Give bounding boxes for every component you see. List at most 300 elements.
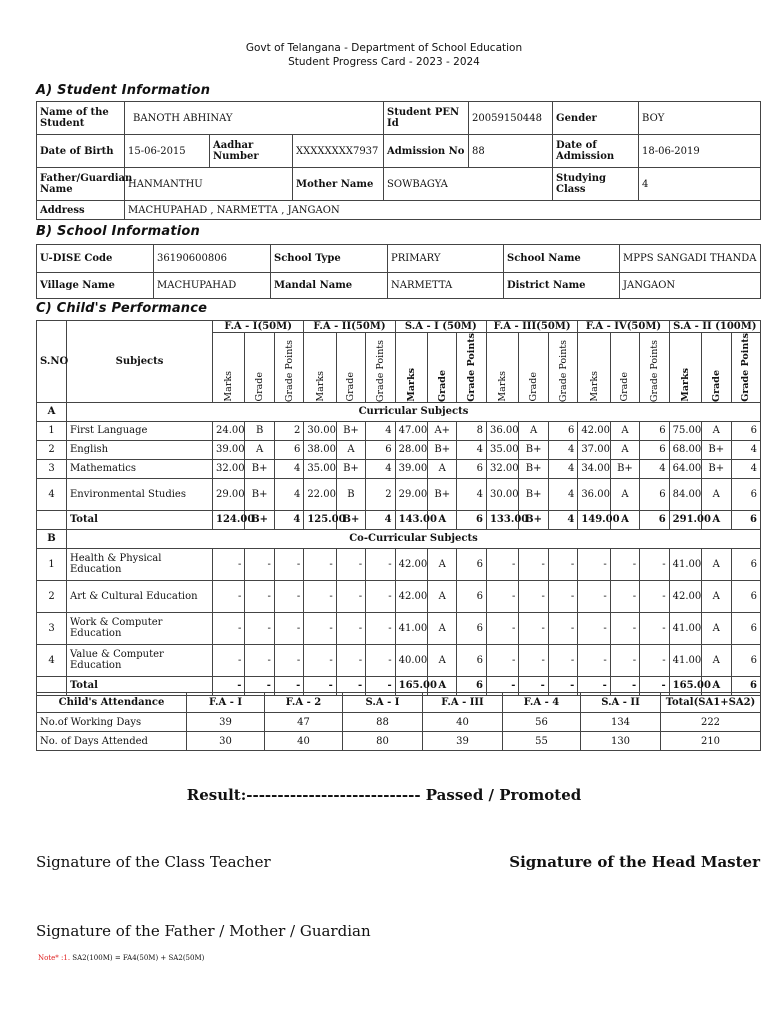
score-cell: 6 — [640, 421, 669, 440]
score-cell: A — [702, 612, 731, 644]
score-cell: - — [578, 580, 610, 612]
score-cell: 68.00 — [669, 440, 701, 459]
student-info-table — [36, 101, 761, 220]
group-code: A — [37, 402, 67, 421]
mandal-value: NARMETTA — [388, 273, 504, 299]
score-cell: 6 — [366, 440, 395, 459]
score-cell: 22.00 — [304, 478, 336, 510]
subject-cell: First Language — [67, 421, 213, 440]
score-cell: B — [245, 421, 274, 440]
score-cell: - — [304, 644, 336, 676]
score-cell: 40.00 — [395, 644, 427, 676]
score-cell: 2 — [366, 478, 395, 510]
score-cell: A — [428, 676, 457, 695]
score-cell: A — [428, 548, 457, 580]
score-cell: - — [274, 580, 303, 612]
score-cell: 4 — [366, 459, 395, 478]
subject-row — [37, 612, 761, 644]
sub-header-label: Marks — [497, 371, 509, 402]
score-cell: - — [640, 580, 669, 612]
score-cell: - — [519, 580, 548, 612]
score-cell: 32.00 — [486, 459, 518, 478]
attendance-cell: 30 — [187, 732, 265, 751]
signature-parent: Signature of the Father / Mother / Guardian — [36, 922, 371, 940]
score-cell: B+ — [428, 440, 457, 459]
score-cell: - — [486, 644, 518, 676]
score-cell: 2 — [274, 421, 303, 440]
sub-header-label: Grade — [254, 372, 266, 402]
school-info-table — [36, 244, 761, 299]
pen-value: 20059150448 — [469, 102, 553, 135]
sub-header-label: Marks — [223, 371, 235, 402]
note-text: SA2(100M) = FA4(50M) + SA2(50M) — [72, 954, 205, 962]
score-cell: 6 — [640, 510, 669, 529]
sno-cell: 4 — [37, 644, 67, 676]
score-cell: - — [486, 548, 518, 580]
score-cell: 4 — [366, 510, 395, 529]
score-cell: 29.00 — [213, 478, 245, 510]
school-name-label: School Name — [504, 245, 620, 273]
score-cell: 6 — [457, 548, 486, 580]
attendance-header: F.A - III — [423, 693, 503, 713]
score-cell: A — [610, 510, 639, 529]
sub-header-label: Grade — [345, 372, 357, 402]
score-cell: - — [336, 676, 365, 695]
exam-header: F.A - III(50M) — [486, 321, 577, 333]
score-cell: 4 — [457, 478, 486, 510]
score-cell: - — [578, 548, 610, 580]
sub-header-label: Marks — [405, 368, 417, 402]
score-cell: - — [610, 548, 639, 580]
score-cell: - — [519, 644, 548, 676]
score-cell: 4 — [640, 459, 669, 478]
attendance-cell: 80 — [343, 732, 423, 751]
sub-header — [702, 333, 731, 403]
sub-header — [213, 333, 245, 403]
udise-label: U-DISE Code — [37, 245, 154, 273]
sub-header — [519, 333, 548, 403]
sub-header-label: Grade Points — [374, 339, 386, 402]
score-cell: 6 — [731, 548, 760, 580]
performance-table — [36, 320, 761, 696]
aadhar-label: Aadhar Number — [210, 135, 293, 168]
score-cell: B+ — [245, 459, 274, 478]
score-cell: - — [578, 644, 610, 676]
subject-row — [37, 440, 761, 459]
sno-cell: 3 — [37, 459, 67, 478]
subject-row — [37, 644, 761, 676]
sno-header: S.NO — [37, 321, 67, 403]
score-cell: 6 — [457, 676, 486, 695]
sno-cell: 4 — [37, 478, 67, 510]
attendance-row — [37, 713, 761, 732]
header-line-1: Govt of Telangana - Department of School Education — [245, 42, 523, 54]
score-cell: B+ — [702, 459, 731, 478]
sub-header — [274, 333, 303, 403]
score-cell: 30.00 — [304, 421, 336, 440]
exam-header: S.A - I (50M) — [395, 321, 486, 333]
score-cell: - — [548, 644, 577, 676]
class-value: 4 — [639, 168, 761, 201]
total-label: Total — [67, 676, 213, 695]
score-cell: - — [640, 548, 669, 580]
footnote — [38, 954, 204, 962]
sub-header — [428, 333, 457, 403]
sub-header-label: Grade — [710, 369, 722, 402]
group-row — [37, 402, 761, 421]
doa-label: Date of Admission — [553, 135, 639, 168]
score-cell: - — [213, 612, 245, 644]
total-row — [37, 510, 761, 529]
student-name: BANOTH ABHINAY — [125, 102, 384, 135]
score-cell: 4 — [457, 440, 486, 459]
section-title-student: A) Student Information — [36, 83, 211, 98]
score-cell: B+ — [336, 459, 365, 478]
attendance-cell: 47 — [265, 713, 343, 732]
score-cell: 6 — [457, 612, 486, 644]
school-type-label: School Type — [271, 245, 388, 273]
attendance-header: F.A - 4 — [503, 693, 581, 713]
group-title: Co-Curricular Subjects — [67, 529, 761, 548]
score-cell: 36.00 — [486, 421, 518, 440]
doa-value: 18-06-2019 — [639, 135, 761, 168]
score-cell: 4 — [548, 459, 577, 478]
score-cell: 6 — [731, 676, 760, 695]
attendance-row — [37, 732, 761, 751]
score-cell: - — [213, 644, 245, 676]
score-cell: - — [213, 580, 245, 612]
aadhar-value: XXXXXXXX7937 — [293, 135, 384, 168]
score-cell: 41.00 — [669, 612, 701, 644]
subject-cell: English — [67, 440, 213, 459]
score-cell: A — [245, 440, 274, 459]
section-title-school: B) School Information — [36, 224, 201, 239]
score-cell: 4 — [548, 510, 577, 529]
attendance-cell: 56 — [503, 713, 581, 732]
score-cell: - — [578, 612, 610, 644]
score-cell: - — [274, 644, 303, 676]
subject-cell: Work & Computer Education — [67, 612, 213, 644]
score-cell: - — [245, 580, 274, 612]
sub-header — [245, 333, 274, 403]
note-prefix: Note* :1. — [38, 954, 71, 962]
score-cell: 6 — [731, 510, 760, 529]
score-cell: A — [702, 580, 731, 612]
class-label: Studying Class — [553, 168, 639, 201]
sub-header — [336, 333, 365, 403]
score-cell: - — [610, 644, 639, 676]
sno-cell: 1 — [37, 548, 67, 580]
dob-label: Date of Birth — [37, 135, 125, 168]
score-cell: A — [702, 510, 731, 529]
score-cell: 133.00 — [486, 510, 518, 529]
sub-header — [578, 333, 610, 403]
score-cell: A — [610, 421, 639, 440]
score-cell: 124.00 — [213, 510, 245, 529]
score-cell: A — [428, 510, 457, 529]
sub-header — [304, 333, 336, 403]
score-cell: - — [610, 676, 639, 695]
sub-header — [640, 333, 669, 403]
score-cell: - — [336, 612, 365, 644]
score-cell: 42.00 — [395, 548, 427, 580]
sno-cell — [37, 510, 67, 529]
score-cell: B+ — [519, 459, 548, 478]
score-cell: 84.00 — [669, 478, 701, 510]
score-cell: 4 — [731, 440, 760, 459]
attendance-cell: 40 — [423, 713, 503, 732]
sub-header-label: Marks — [588, 371, 600, 402]
exam-header: F.A - IV(50M) — [578, 321, 669, 333]
score-cell: B+ — [610, 459, 639, 478]
score-cell: 36.00 — [578, 478, 610, 510]
attendance-header: S.A - II — [581, 693, 661, 713]
perf-header-row — [37, 321, 761, 333]
score-cell: 34.00 — [578, 459, 610, 478]
subject-row — [37, 548, 761, 580]
score-cell: - — [486, 676, 518, 695]
score-cell: B+ — [336, 421, 365, 440]
score-cell: - — [640, 612, 669, 644]
score-cell: - — [548, 676, 577, 695]
father-label: Father/Guardian Name — [37, 168, 125, 201]
score-cell: 4 — [274, 459, 303, 478]
score-cell: - — [274, 548, 303, 580]
admno-value: 88 — [469, 135, 553, 168]
score-cell: - — [304, 548, 336, 580]
score-cell: A — [519, 421, 548, 440]
total-label: Total — [67, 510, 213, 529]
score-cell: B+ — [519, 478, 548, 510]
village-value: MACHUPAHAD — [154, 273, 271, 299]
address-value: MACHUPAHAD , NARMETTA , JANGAON — [125, 201, 761, 220]
score-cell: 6 — [731, 612, 760, 644]
sno-cell: 3 — [37, 612, 67, 644]
score-cell: - — [245, 676, 274, 695]
subject-cell: Art & Cultural Education — [67, 580, 213, 612]
gender-value: BOY — [639, 102, 761, 135]
score-cell: 125.00 — [304, 510, 336, 529]
district-value: JANGAON — [620, 273, 761, 299]
sub-header-label: Grade — [528, 372, 540, 402]
score-cell: 42.00 — [395, 580, 427, 612]
score-cell: - — [519, 676, 548, 695]
sub-header-label: Grade — [619, 372, 631, 402]
score-cell: - — [366, 644, 395, 676]
sub-header-label: Grade Points — [557, 339, 569, 402]
group-row — [37, 529, 761, 548]
mother-label: Mother Name — [293, 168, 384, 201]
score-cell: - — [245, 612, 274, 644]
signature-head-master: Signature of the Head Master — [509, 853, 760, 871]
attendance-cell: 39 — [187, 713, 265, 732]
score-cell: 41.00 — [669, 644, 701, 676]
score-cell: 42.00 — [578, 421, 610, 440]
attendance-cell: 55 — [503, 732, 581, 751]
score-cell: B+ — [336, 510, 365, 529]
sno-cell: 1 — [37, 421, 67, 440]
score-cell: 291.00 — [669, 510, 701, 529]
attendance-table — [36, 692, 761, 751]
score-cell: 6 — [457, 510, 486, 529]
score-cell: 4 — [274, 510, 303, 529]
score-cell: 6 — [640, 478, 669, 510]
score-cell: - — [548, 612, 577, 644]
school-type-value: PRIMARY — [388, 245, 504, 273]
result-text: Result:---------------------------- Passed / Promoted — [186, 786, 582, 804]
sub-header — [366, 333, 395, 403]
score-cell: - — [245, 644, 274, 676]
group-code: B — [37, 529, 67, 548]
dob-value: 15-06-2015 — [125, 135, 210, 168]
attendance-cell: 130 — [581, 732, 661, 751]
score-cell: 30.00 — [486, 478, 518, 510]
score-cell: A — [610, 478, 639, 510]
sub-header-label: Grade — [436, 369, 448, 402]
score-cell: - — [336, 548, 365, 580]
score-cell: - — [274, 612, 303, 644]
district-label: District Name — [504, 273, 620, 299]
score-cell: 41.00 — [669, 548, 701, 580]
sub-header — [457, 333, 486, 403]
gender-label: Gender — [553, 102, 639, 135]
score-cell: B — [336, 478, 365, 510]
score-cell: A — [702, 421, 731, 440]
subject-cell: Value & Computer Education — [67, 644, 213, 676]
score-cell: 38.00 — [304, 440, 336, 459]
udise-value: 36190600806 — [154, 245, 271, 273]
score-cell: 6 — [457, 459, 486, 478]
subject-cell: Environmental Studies — [67, 478, 213, 510]
sub-header-label: Grade Points — [648, 339, 660, 402]
address-label: Address — [37, 201, 125, 220]
group-title: Curricular Subjects — [67, 402, 761, 421]
mandal-label: Mandal Name — [271, 273, 388, 299]
score-cell: 4 — [548, 478, 577, 510]
mother-value: SOWBAGYA — [384, 168, 553, 201]
subject-cell: Mathematics — [67, 459, 213, 478]
sub-header-label: Marks — [679, 368, 691, 402]
attendance-header: F.A - I — [187, 693, 265, 713]
score-cell: 28.00 — [395, 440, 427, 459]
sub-header — [548, 333, 577, 403]
score-cell: 6 — [731, 580, 760, 612]
exam-header: S.A - II (100M) — [669, 321, 760, 333]
score-cell: B+ — [428, 478, 457, 510]
admno-label: Admission No — [384, 135, 469, 168]
score-cell: 4 — [366, 421, 395, 440]
score-cell: - — [640, 676, 669, 695]
score-cell: - — [610, 580, 639, 612]
score-cell: 4 — [548, 440, 577, 459]
score-cell: 29.00 — [395, 478, 427, 510]
score-cell: 35.00 — [486, 440, 518, 459]
score-cell: A — [702, 676, 731, 695]
score-cell: - — [548, 580, 577, 612]
attendance-cell: 134 — [581, 713, 661, 732]
score-cell: - — [304, 612, 336, 644]
score-cell: B+ — [702, 440, 731, 459]
score-cell: 6 — [731, 644, 760, 676]
score-cell: 4 — [274, 478, 303, 510]
score-cell: 39.00 — [395, 459, 427, 478]
score-cell: 6 — [457, 644, 486, 676]
score-cell: A — [428, 580, 457, 612]
score-cell: - — [519, 612, 548, 644]
score-cell: - — [304, 676, 336, 695]
score-cell: 6 — [457, 580, 486, 612]
sub-header — [486, 333, 518, 403]
score-cell: 6 — [274, 440, 303, 459]
pen-label: Student PEN Id — [384, 102, 469, 135]
score-cell: - — [548, 548, 577, 580]
sub-header-label: Grade Points — [466, 333, 478, 402]
subject-row — [37, 580, 761, 612]
score-cell: 143.00 — [395, 510, 427, 529]
attendance-cell: 88 — [343, 713, 423, 732]
score-cell: A — [428, 612, 457, 644]
sno-cell: 2 — [37, 580, 67, 612]
score-cell: 35.00 — [304, 459, 336, 478]
score-cell: B+ — [245, 478, 274, 510]
attendance-cell: 222 — [661, 713, 761, 732]
score-cell: B+ — [519, 440, 548, 459]
score-cell: 47.00 — [395, 421, 427, 440]
father-value: HANMANTHU — [125, 168, 293, 201]
header-line-2: Student Progress Card - 2023 - 2024 — [288, 56, 480, 68]
score-cell: 42.00 — [669, 580, 701, 612]
score-cell: - — [245, 548, 274, 580]
score-cell: - — [640, 644, 669, 676]
subject-row — [37, 421, 761, 440]
score-cell: 4 — [731, 459, 760, 478]
score-cell: 8 — [457, 421, 486, 440]
score-cell: 6 — [548, 421, 577, 440]
sub-header-label: Grade Points — [740, 333, 752, 402]
attendance-cell: No.of Working Days — [37, 713, 187, 732]
score-cell: 165.00 — [395, 676, 427, 695]
score-cell: 64.00 — [669, 459, 701, 478]
exam-header: F.A - II(50M) — [304, 321, 395, 333]
score-cell: 32.00 — [213, 459, 245, 478]
score-cell: - — [336, 580, 365, 612]
score-cell: 6 — [731, 421, 760, 440]
attendance-cell: 39 — [423, 732, 503, 751]
school-name-value: MPPS SANGADI THANDA — [620, 245, 761, 273]
score-cell: 75.00 — [669, 421, 701, 440]
sno-cell: 2 — [37, 440, 67, 459]
score-cell: - — [486, 612, 518, 644]
score-cell: A — [336, 440, 365, 459]
attendance-cell: 40 — [265, 732, 343, 751]
score-cell: 24.00 — [213, 421, 245, 440]
score-cell: - — [274, 676, 303, 695]
score-cell: - — [336, 644, 365, 676]
sub-header — [610, 333, 639, 403]
score-cell: A — [610, 440, 639, 459]
attendance-header: F.A - 2 — [265, 693, 343, 713]
score-cell: - — [578, 676, 610, 695]
attendance-header: Child's Attendance — [37, 693, 187, 713]
score-cell: A — [702, 548, 731, 580]
score-cell: - — [366, 580, 395, 612]
subject-row — [37, 478, 761, 510]
score-cell: 41.00 — [395, 612, 427, 644]
score-cell: A — [428, 644, 457, 676]
village-label: Village Name — [37, 273, 154, 299]
score-cell: - — [213, 548, 245, 580]
score-cell: A — [702, 644, 731, 676]
